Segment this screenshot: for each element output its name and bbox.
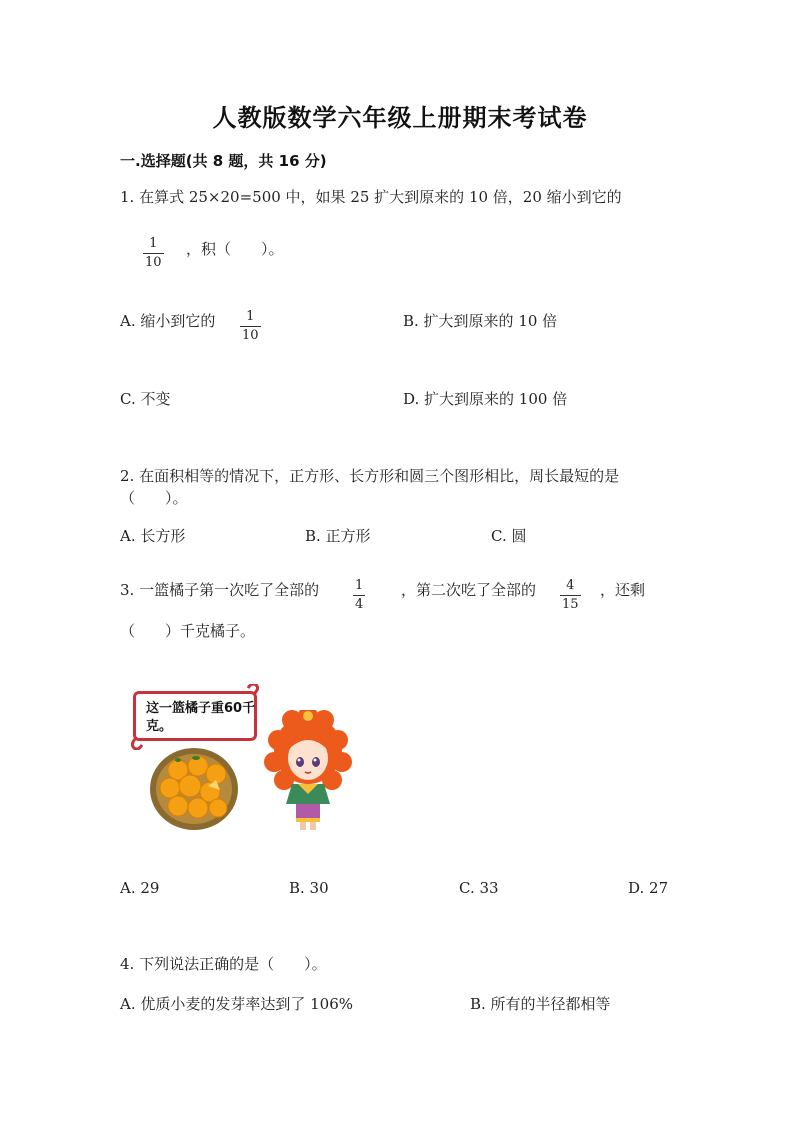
- q3-option-d: D. 27: [628, 879, 669, 897]
- exam-title: 人教版数学六年级上册期末考试卷: [212, 104, 588, 132]
- q2-stem-line2: （ ）。: [120, 489, 188, 507]
- fraction-denominator: 10: [242, 328, 259, 343]
- q1-option-a-fraction: [240, 305, 261, 343]
- q3-stem-part1: 3. 一篮橘子第一次吃了全部的: [120, 581, 320, 599]
- q1-tail: ，积（ ）。: [186, 240, 284, 258]
- q1-option-a: A. 缩小到它的: [120, 312, 216, 330]
- q4-option-b: B. 所有的半径都相等: [470, 995, 611, 1013]
- q1-option-b: B. 扩大到原来的 10 倍: [403, 312, 558, 330]
- q2-option-c: C. 圆: [491, 527, 527, 545]
- q3-stem-part3: ，还剩: [600, 581, 646, 599]
- speech-bubble-text: 这一篮橘子重60千克。: [146, 701, 256, 734]
- fraction-numerator: 1: [246, 309, 255, 324]
- q3-stem-line2: （ ）千克橘子。: [120, 622, 256, 640]
- q3-option-b: B. 30: [289, 879, 329, 897]
- fraction-numerator: 4: [566, 578, 575, 593]
- q2-option-b: B. 正方形: [305, 527, 371, 545]
- fraction-numerator: 1: [355, 578, 364, 593]
- q2-stem-line1: 2. 在面积相等的情况下，正方形、长方形和圆三个图形相比，周长最短的是: [120, 467, 620, 485]
- fraction-denominator: 10: [145, 255, 162, 270]
- q3-fraction-2: [560, 574, 581, 612]
- q1-option-c: C. 不变: [120, 390, 171, 408]
- q1-stem: 1. 在算式 25×20=500 中，如果 25 扩大到原来的 10 倍，20 缩小到它的: [120, 188, 622, 206]
- q3-option-a: A. 29: [120, 879, 160, 897]
- q3-fraction-1: [353, 574, 365, 612]
- q3-option-c: C. 33: [459, 879, 499, 897]
- fraction-numerator: 1: [149, 236, 158, 251]
- q3-stem-part2: ，第二次吃了全部的: [401, 581, 537, 599]
- q2-option-a: A. 长方形: [120, 527, 186, 545]
- fraction-denominator: 15: [562, 597, 579, 612]
- q4-option-a: A. 优质小麦的发芽率达到了 106%: [120, 995, 354, 1013]
- q1-fraction: [143, 232, 164, 270]
- q1-option-d: D. 扩大到原来的 100 倍: [403, 390, 568, 408]
- section-heading: 一.选择题(共 8 题，共 16 分): [120, 152, 327, 170]
- cartoon-girl-illustration: [262, 710, 354, 834]
- q4-stem: 4. 下列说法正确的是（ ）。: [120, 955, 327, 973]
- fraction-denominator: 4: [355, 597, 364, 612]
- orange-basket-icon: [148, 746, 240, 832]
